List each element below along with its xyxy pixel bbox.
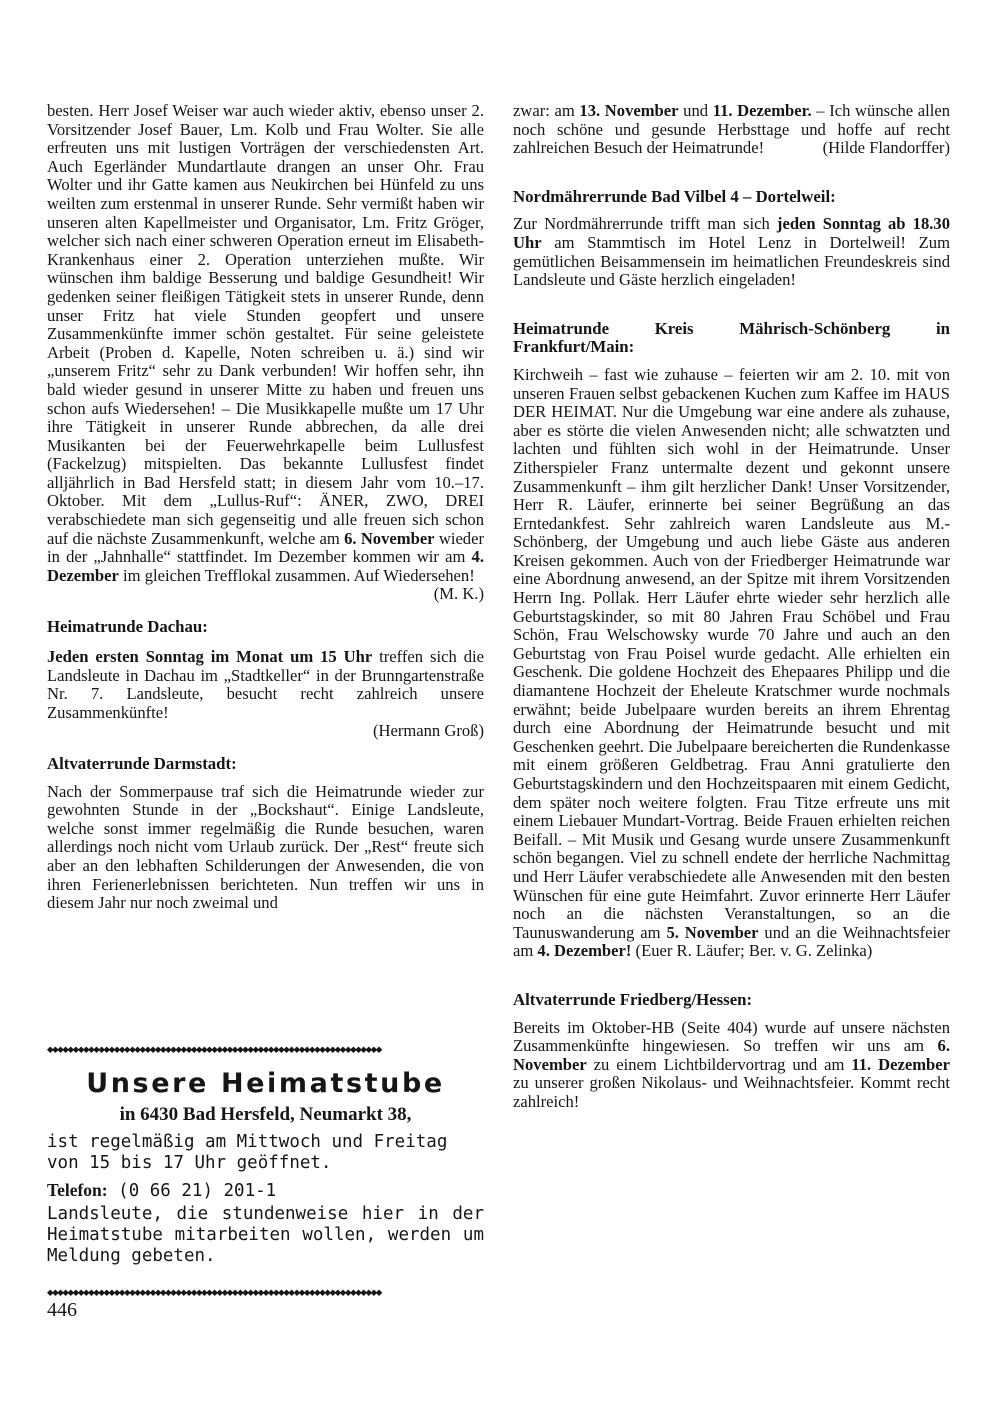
heimatstube-address: in 6430 Bad Hersfeld, Neumarkt 38, [119, 1104, 412, 1125]
vilbel-paragraph: Zur Nordmährerrunde trifft man sich jeden Sonntag ab 18.30 Uhr am Stammtisch im Hotel Lenz in Dortelweil! Zum gemütlichen Beisammensein im heimatlichen Freundeskreis sind Landsleute und Gäste herzlich eingeladen! [513, 214, 951, 290]
signature: (Hermann Groß) [372, 721, 484, 741]
darmstadt-heading: Altvaterrunde Darmstadt: [47, 754, 237, 773]
vilbel-heading: Nordmährerrunde Bad Vilbel 4 – Dortelweil: [513, 186, 836, 206]
darmstadt-continuation: zwar: am 13. November und 11. Dezember. – Ich wünsche allen noch schöne und gesunde Herbsttage und hoffe auf recht zahlreichen Besuch der Heimatrunde! (Hilde Flandorffer) [513, 101, 950, 158]
friedberg-paragraph: Bereits im Oktober-HB (Seite 404) wurde auf unsere nächsten Zusammenkünfte hingewiesen. So treffen wir uns am 6. November zu einem Lichtbildervortrag und am 11. Dezember zu unserer großen Nikolaus- und Weihnachtsfeier. Kommt recht zahlreich! [513, 1017, 950, 1111]
right-column [513, 102, 950, 1112]
heimatstube-notice [47, 1044, 484, 1297]
friedberg-heading: Altvaterrunde Friedberg/Hessen: [513, 989, 753, 1009]
frankfurt-heading: Heimatrunde Kreis Mährisch-Schönberg in Frankfurt/Main: [513, 318, 950, 357]
dachau-paragraph: Jeden ersten Sonntag im Monat um 15 Uhr treffen sich die Landsleute in Dachau im „Stadtkeller“ in der Brunngartenstraße Nr. 7. Landsleute, besucht recht zahlreich unsere Zusammenkünfte! [47, 647, 484, 722]
diamond-border-bottom: ◆◆◆◆◆◆◆◆◆◆◆◆◆◆◆◆◆◆◆◆◆◆◆◆◆◆◆◆◆◆◆◆◆◆◆◆◆◆◆◆◆◆◆◆◆◆◆◆◆◆◆◆◆◆◆◆◆◆◆◆◆◆◆◆◆ [47, 1287, 381, 1297]
signature: (Hilde Flandorffer) [822, 138, 950, 158]
page-number: 446 [47, 1299, 77, 1321]
dachau-heading: Heimatrunde Dachau: [47, 617, 208, 637]
heimatstube-phone: Telefon: (0 66 21) 201-1 [47, 1180, 277, 1201]
left-column [47, 102, 484, 913]
darmstadt-paragraph: Nach der Sommerpause traf sich die Heimatrunde wieder zur gewohnten Stunde in der „Bockshaut“. Einige Landsleute, welche sonst immer regelmäßig die Runde besuchen, waren allerdings noch nicht vom Urlaub zurück. Der „Rest“ freute sich aber an den lebhaften Schilderungen der Anwesenden, die von ihren Ferienerlebnissen berichteten. Nun treffen wir uns in diesem Jahr nur noch zweimal und [47, 781, 484, 913]
heimatstube-title: Unsere Heimatstube [86, 1068, 445, 1099]
diamond-border-top: ◆◆◆◆◆◆◆◆◆◆◆◆◆◆◆◆◆◆◆◆◆◆◆◆◆◆◆◆◆◆◆◆◆◆◆◆◆◆◆◆◆◆◆◆◆◆◆◆◆◆◆◆◆◆◆◆◆◆◆◆◆◆◆◆◆ [47, 1044, 381, 1054]
frankfurt-paragraph: Kirchweih – fast wie zuhause – feierten wir am 2. 10. mit von unseren Frauen selbst gebackenen Kuchen zum Kaffee im HAUS DER HEIMAT. Nur die Umgebung war eine andere als zuhause, aber es störte die vielen Anwesenden nicht; alle schwatzten und lachten und fühlten sich wohl in der Heimatrunde. Unser Zitherspieler Franz untermalte dezent und gekonnt unsere Zusammenkunft – ihm gilt herzlicher Dank! Unser Vorsitzender, Herr R. Läufer, erinnerte bei seiner Begrüßung an das Erntedankfest. Sehr zahlreich waren Landsleute aus M.-Schönberg, der Umgebung und auch liebe Gäste aus anderen Kreisen gekommen. Auch von der Friedberger Heimatrunde war eine Abordnung anwesend, an der Spitze mit ihrem Vorsitzenden Herrn Ing. Pollak. Herr Läufer ehrte wieder sehr herzlich alle Geburtstagskinder, so mit 80 Jahren Frau Schöbel und Frau Schön, Frau Welschowsky wurde 70 Jahre und auch an den Geburtstag von Frau Poisel wurde gedacht. Alle erhielten ein Geschenk. Die goldene Hochzeit des Ehepaares Philipp und die diamantene Hochzeit der Eheleute Kratschmer wurde nochmals erwähnt; beide Jubelpaare wurden bereits an ihrem Ehrentag durch eine Abordnung der Heimatrunde besucht und mit Geschenken geehrt. Die Jubelpaare bereicherten die Rundenkasse mit einem größeren Geldbetrag. Frau Anni gratulierte den Geburtstagskindern und den Hochzeitspaaren mit einem Gedicht, dem später noch weitere folgten. Frau Titze erfreute uns mit einem Liebauer Mundart-Vortrag. Beide Frauen erhielten reichen Beifall. – Mit Musik und Gesang wurde unsere Zusammenkunft schön begangen. Viel zu schnell endete der herrliche Nachmittag und Herr Läufer verabschiedete alle Anwesenden mit den besten Wünschen für eine gute Heimfahrt. Zuvor erinnerte Herr Läufer noch an die nächsten Veranstaltungen, so an die Taunuswanderung am 5. November und an die Weihnachtsfeier am 4. Dezember! (Euer R. Läufer; Ber. v. G. Zelinka) [513, 364, 950, 961]
heimatstube-appeal: Landsleute, die stundenweise hier in der Heimatstube mitarbeiten wollen, werden um Meldung gebeten. [47, 1204, 484, 1266]
signature: (M. K.) [433, 584, 484, 604]
heimatstube-hours: ist regelmäßig am Mittwoch und Freitag von 15 bis 17 Uhr geöffnet. [47, 1132, 448, 1173]
munich-report-paragraph: besten. Herr Josef Weiser war auch wieder aktiv, ebenso unser 2. Vorsitzender Josef Bauer, Lm. Kolb und Frau Wolter. Sie alle erfreuten uns mit lustigen Vorträgen der verschiedensten Art. Auch Egerländer Mundartlaute drangen an unser Ohr. Frau Wolter und ihr Gatte kamen aus Neukirchen bei Hünfeld zu uns weilten zum erstenmal in unserer Runde. Sehr vermißt haben wir unseren alten Kapellmeister und Organisator, Lm. Fritz Gröger, welcher sich nach einer schweren Operation erneut im Elisabeth-Krankenhaus einer 2. Operation unterziehen mußte. Wir wünschen ihm baldige Besserung und baldige Gesundheit! Wir gedenken seiner fleißigen Tätigkeit stets in unserer Runde, denn unser Fritz hat viele Stunden geopfert und unsere Zusammenkünfte immer schön gestaltet. Für seine geleistete Arbeit (Proben d. Kapelle, Noten schreiben u. ä.) sind wir „unserem Fritz“ sehr zu Dank verbunden! Wir hoffen sehr, ihn bald wieder gesund in unserer Mitte zu haben und freuen uns schon aufs Wiedersehen! – Die Musikkapelle mußte um 17 Uhr ihre Tätigkeit in unserer Runde abbrechen, da alle drei Musikanten bei der Feuerwehrkapelle beim Lullusfest (Fackelzug) mitspielten. Das bekannte Lullusfest findet alljährlich in Bad Hersfeld statt; in diesem Jahr vom 10.–17. Oktober. Mit dem „Lullus-Ruf“: ÄNER, ZWO, DREI verabschiedete man sich gegenseitig und alle freuen sich schon auf die nächste Zusammenkunft, welche am 6. November wieder in der „Jahnhalle“ stattfindet. Im Dezember kommen wir am 4. Dezember im gleichen Trefflokal zusammen. Auf Wiedersehen! (M. K.) [47, 101, 484, 604]
